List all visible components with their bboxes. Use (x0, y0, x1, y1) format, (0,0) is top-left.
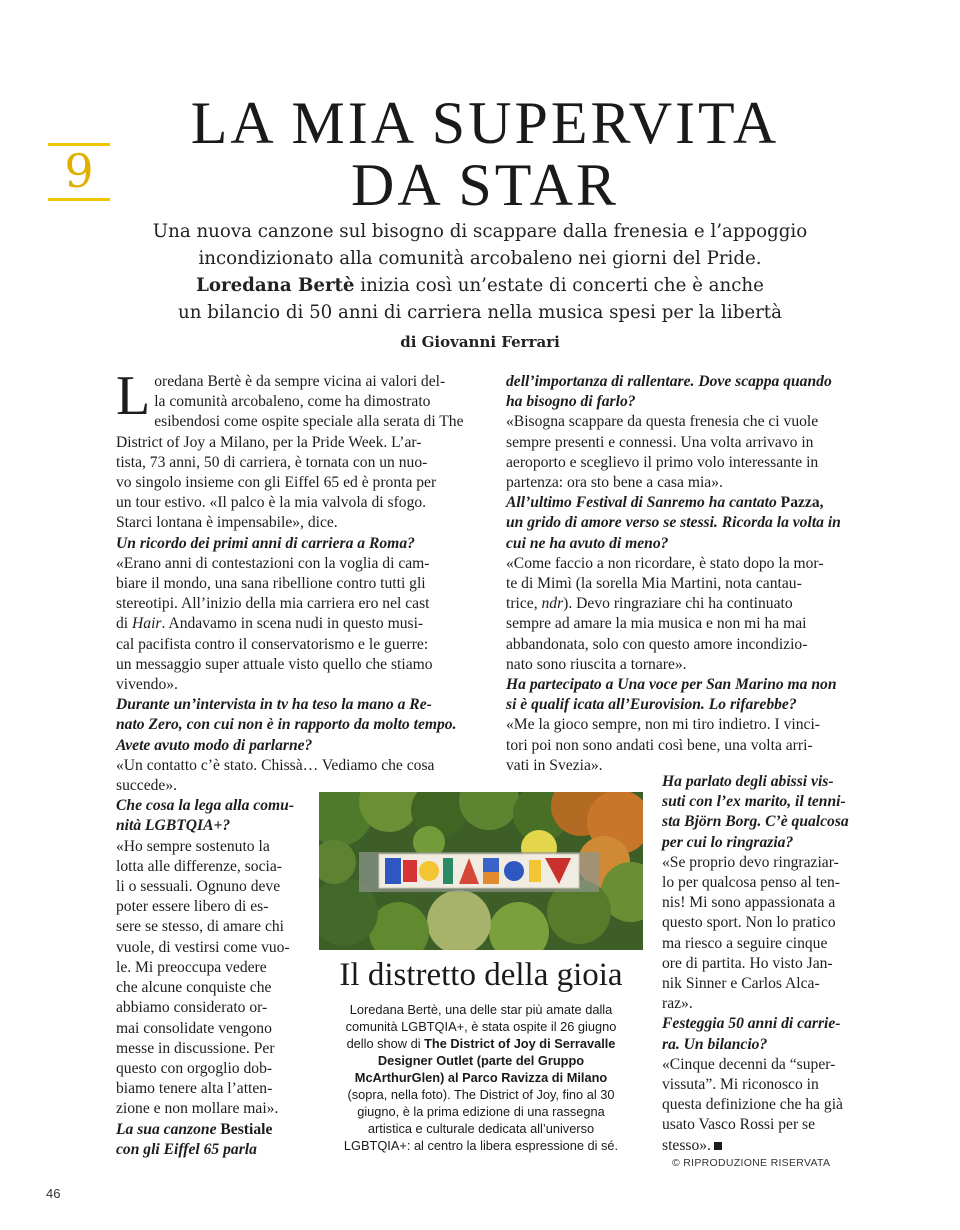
interview-question: Ha partecipato a Una voce per San Marino ma non (506, 676, 837, 694)
caption-line: LGBTQIA+: al centro la libera espressione di sé. (343, 1138, 619, 1153)
text-line: District of Joy a Milano, per la Pride Week. L’ar- (116, 433, 422, 451)
song-title: Bestiale (220, 1120, 273, 1138)
text-line: lotta alle differenze, socia- (116, 857, 282, 875)
text-line: stereotipi. All’inizio della mia carriera ero nel cast (116, 595, 430, 613)
text-line: abbiamo considerato or- (116, 999, 268, 1017)
interview-question: un grido di amore verso se stessi. Ricorda la volta in (506, 514, 841, 532)
interview-question (506, 493, 841, 513)
text-line: esibendosi come ospite speciale alla serata di The (154, 413, 464, 431)
caption-line: comunità LGBTQIA+, è stata ospite il 26 giugno (345, 1019, 617, 1034)
text-line: «Cinque decenni da “super- (662, 1055, 836, 1073)
text-line: poter essere libero di es- (116, 898, 269, 916)
text-line: «Erano anni di contestazioni con la voglia di cam- (116, 554, 430, 572)
caption-line (319, 1069, 643, 1086)
text-line: un tour estivo. «Il palco è la mia valvola di sfogo. (116, 494, 427, 512)
text-line: biare il mondo, una sana ribellione contro tutti gli (116, 575, 426, 593)
article-lead (110, 218, 850, 326)
text-column-3 (662, 772, 849, 1156)
caption-line: artistica e culturale dedicata all’universo (367, 1121, 595, 1136)
lead-name: Loredana Bertè (196, 275, 355, 296)
text-line: sempre ad amare la mia musica e non mi ha mai (506, 615, 807, 633)
text-line: sempre presenti e connessi. Una volta arrivavo in (506, 433, 814, 451)
text-line: lo per qualcosa penso al ten- (662, 874, 840, 892)
interview-question: ha bisogno di farlo? (506, 393, 636, 411)
aerial-park-mural-photo-icon (319, 792, 643, 950)
italic-title: Hair (132, 615, 162, 633)
text-line: cal pacifista contro il conservatorismo e le guerre: (116, 635, 429, 653)
text-line: «Bisogna scappare da questa frenesia che ci vuole (506, 413, 819, 431)
text-line: vivendo». (116, 676, 178, 694)
interview-question: nato Zero, con cui non è in rapporto da molto tempo. (116, 716, 457, 734)
interview-question: Avete avuto modo di parlarne? (116, 736, 313, 754)
page-number: 46 (46, 1186, 61, 1201)
text-line: nato sono riuscita a tornare». (506, 655, 687, 673)
text-line: vati in Svezia». (506, 756, 603, 774)
interview-question: si è qualif icata all’Eurovision. Lo rifarebbe? (506, 696, 797, 714)
caption-bold: McArthurGlen) al Parco Ravizza di Milano (354, 1070, 608, 1085)
park-mural-photo (319, 792, 643, 950)
text-line: usato Vasco Rossi per se (662, 1116, 816, 1134)
text-line: «Ho sempre sostenuto la (116, 837, 270, 855)
lead-line: Loredana Bertè inizia così un’estate di concerti che è anche (196, 275, 764, 296)
interview-question: ra. Un bilancio? (662, 1035, 768, 1053)
end-mark-icon (714, 1142, 722, 1150)
text-fragment: trice, (506, 595, 542, 613)
article-title (120, 92, 850, 216)
text-line: nis! Mi sono appassionata a (662, 894, 836, 912)
text-line: «Un contatto c’è stato. Chissà… Vediamo che cosa (116, 756, 435, 774)
text-fragment: . Andavamo in scena nudi in questo musi- (161, 615, 424, 633)
text-line: tori poi non sono andati così bene, una volta arri- (506, 736, 813, 754)
text-fragment: di (116, 615, 133, 633)
interview-question: nità LGBTQIA+? (116, 817, 231, 835)
caption-line (319, 1052, 643, 1069)
text-line: «Come faccio a non ricordare, è stato dopo la mor- (506, 554, 824, 572)
number-rule-bottom (48, 198, 110, 201)
text-line: «Me la gioco sempre, non mi tiro indietro. I vinci- (506, 716, 820, 734)
caption-line: (sopra, nella foto). The District of Joy, fino al 30 (347, 1087, 615, 1102)
text-line: le. Mi preoccupa vedere (116, 958, 267, 976)
text-line: un messaggio super attuale visto quello che stiamo (116, 655, 433, 673)
text-line: ma riesco a seguire cinque (662, 934, 828, 952)
interview-question: sta Björn Borg. C’è qualcosa (662, 813, 849, 831)
caption-line (319, 1035, 643, 1052)
text-line: nik Sinner e Carlos Alca- (662, 975, 820, 993)
interview-question: per cui lo ringrazia? (662, 833, 794, 851)
title-line-2: DA STAR (351, 152, 619, 218)
interview-question: Ha parlato degli abissi vis- (662, 773, 834, 790)
interview-question: Che cosa la lega alla comu- (116, 797, 295, 815)
photo-caption (319, 1001, 643, 1154)
box-title: Il distretto della gioia (339, 957, 623, 993)
text-line: abbandonata, solo con questo amore incondizio- (506, 635, 808, 653)
text-line: vissuta”. Mi riconosco in (662, 1076, 819, 1094)
copyright-notice: © RIPRODUZIONE RISERVATA (672, 1157, 831, 1169)
text-line: raz». (662, 995, 693, 1013)
lead-line: un bilancio di 50 anni di carriera nella musica spesi per la libertà (178, 302, 782, 323)
text-line: te di Mimì (la sorella Mia Martini, nota cantau- (506, 575, 802, 593)
text-line: vuole, di vestirsi come vuo- (116, 938, 290, 956)
text-line: «Se proprio devo ringraziar- (662, 853, 839, 871)
lead-line: incondizionato alla comunità arcobaleno nei giorni del Pride. (198, 248, 762, 269)
text-line: zione e non mollare mai». (116, 1100, 279, 1118)
interview-question: Festeggia 50 anni di carrie- (662, 1015, 841, 1033)
text-fragment: La sua canzone (116, 1120, 221, 1138)
italic-title: ndr (541, 595, 564, 613)
text-line: vo singolo insieme con gli Eiffel 65 ed è pronta per (116, 474, 437, 492)
text-line: Starci lontana è impensabile», dice. (116, 514, 338, 532)
interview-question: suti con l’ex marito, il tenni- (662, 793, 846, 811)
text-line: questo con orgoglio dob- (116, 1059, 273, 1077)
text-line: oredana Bertè è da sempre vicina ai valori del- (154, 373, 446, 390)
byline: di Giovanni Ferrari (400, 333, 560, 351)
text-line (116, 614, 457, 634)
text-line (506, 594, 841, 614)
text-line: li o sessuali. Ognuno deve (116, 878, 281, 896)
article-number: 9 (64, 144, 94, 198)
text-line: partenza: ora sto bene a casa mia». (506, 474, 723, 492)
interview-question: dell’importanza di rallentare. Dove scappa quando (506, 373, 832, 390)
caption-line: Loredana Bertè, una delle star più amate dalla (349, 1002, 613, 1017)
drop-cap: L (116, 365, 151, 427)
text-line: tista, 73 anni, 50 di carriera, è tornata con un nuo- (116, 453, 428, 471)
text-line: biamo tenere alta l’atten- (116, 1080, 273, 1098)
text-line: stesso». (662, 1136, 849, 1156)
text-fragment: dello show di (346, 1036, 425, 1051)
text-line: succede». (116, 777, 178, 795)
interview-question: Un ricordo dei primi anni di carriera a Roma? (116, 534, 415, 552)
text-line: questa definizione che ha già (662, 1096, 843, 1114)
text-fragment: All’ultimo Festival di Sanremo ha cantato (506, 494, 781, 512)
caption-bold: Designer Outlet (parte del Gruppo (377, 1053, 585, 1068)
text-line: messe in discussione. Per (116, 1039, 275, 1057)
caption-line: giugno, è la prima edizione di una rassegna (357, 1104, 605, 1119)
lead-line: Una nuova canzone sul bisogno di scappare dalla frenesia e l’appoggio (152, 221, 808, 242)
interview-question: cui ne ha avuto di meno? (506, 534, 669, 552)
text-line: mai consolidate vengono (116, 1019, 272, 1037)
interview-question: con gli Eiffel 65 parla (116, 1140, 257, 1158)
song-title: Pazza, (780, 494, 824, 512)
text-line: questo sport. Non lo pratico (662, 914, 836, 932)
caption-bold: The District of Joy di Serravalle (424, 1036, 616, 1051)
title-line-1: LA MIA SUPERVITA (190, 90, 780, 156)
text-line: sere se stesso, di amare chi (116, 918, 285, 936)
interview-question: Durante un’intervista in tv ha teso la mano a Re- (116, 696, 432, 714)
text-line: la comunità arcobaleno, come ha dimostrato (154, 393, 431, 411)
text-line: che alcune conquiste che (116, 979, 272, 997)
text-fragment: ). Devo ringraziare chi ha continuato (563, 595, 793, 613)
text-column-2 (506, 372, 841, 776)
text-line: ore di partita. Ho visto Jan- (662, 954, 833, 972)
text-line: aeroporto e sceglievo il primo volo interessante in (506, 453, 819, 471)
